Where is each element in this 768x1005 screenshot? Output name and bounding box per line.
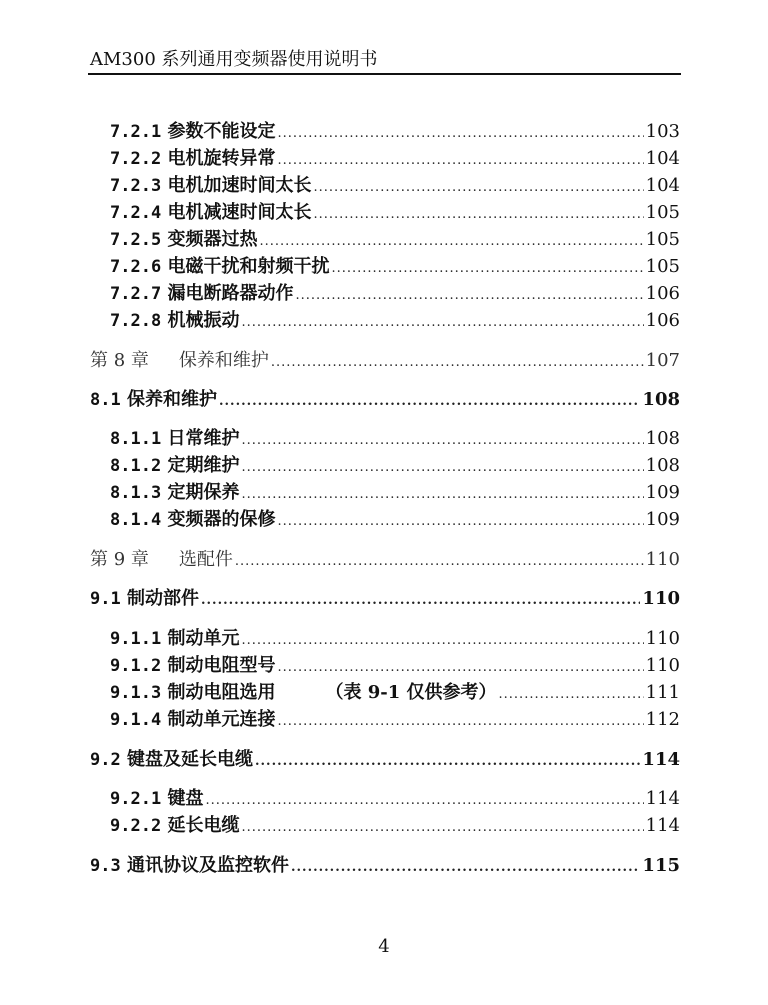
toc-section-number: 9.2 <box>90 750 121 770</box>
toc-entry-title: 参数不能设定 <box>167 121 276 142</box>
toc-entry-page: 114 <box>645 815 680 836</box>
toc-entry-title: 制动单元 <box>167 628 240 649</box>
toc-section[interactable] <box>90 852 680 879</box>
toc-entry-title: 定期维护 <box>167 455 240 476</box>
toc-section-number: 9.3 <box>90 856 121 876</box>
toc-section-page: 108 <box>642 389 680 410</box>
toc-entry-page: 110 <box>645 628 680 649</box>
toc-entry-number: 9.1.1 <box>110 629 162 649</box>
toc-entry-title: 电机旋转异常 <box>167 148 276 169</box>
toc-section-title: 键盘及延长电缆 <box>127 749 253 770</box>
toc-chapter[interactable] <box>90 347 680 374</box>
leader-dots <box>277 120 643 147</box>
leader-dots <box>277 508 643 535</box>
page-number: 4 <box>378 936 390 957</box>
toc-entry-title: 电机加速时间太长 <box>167 175 312 196</box>
toc-entry-page: 109 <box>645 482 680 503</box>
toc-entry-page: 105 <box>645 202 680 223</box>
toc-entry-title: 制动电阻选用 <box>167 682 276 703</box>
toc-entry-note: （表 9-1 仅供参考） <box>325 682 497 703</box>
toc-entry-number: 7.2.3 <box>110 176 162 196</box>
toc-entry-number: 9.1.3 <box>110 683 162 703</box>
toc-entry-number: 8.1.1 <box>110 429 162 449</box>
toc-entry-page: 104 <box>645 148 680 169</box>
toc-entry-page: 108 <box>645 428 680 449</box>
leader-dots <box>205 787 643 814</box>
toc-entry[interactable] <box>110 652 680 679</box>
leader-dots <box>277 708 643 735</box>
toc-section-page: 110 <box>642 588 680 609</box>
toc-entry-number: 7.2.5 <box>110 230 162 250</box>
toc-chapter-number: 第 8 章 <box>90 350 149 371</box>
toc-chapter[interactable] <box>90 546 680 573</box>
leader-dots <box>241 309 643 336</box>
leader-dots <box>201 587 640 614</box>
leader-dots <box>235 548 644 575</box>
toc-entry-page: 103 <box>645 121 680 142</box>
toc-section-page: 115 <box>642 855 680 876</box>
toc-chapter-title: 保养和维护 <box>178 350 269 371</box>
leader-dots <box>241 814 643 841</box>
toc-entry[interactable] <box>110 253 680 280</box>
toc-entry-number: 8.1.4 <box>110 510 162 530</box>
toc-section-title: 制动部件 <box>127 588 199 609</box>
toc-entry-page: 109 <box>645 509 680 530</box>
toc-section[interactable] <box>90 386 680 413</box>
leader-dots <box>313 174 643 201</box>
toc-entry-title: 电机减速时间太长 <box>167 202 312 223</box>
toc-entry-page: 112 <box>645 709 680 730</box>
toc-entry[interactable] <box>110 280 680 307</box>
leader-dots <box>331 255 643 282</box>
toc-chapter-title: 选配件 <box>178 549 233 570</box>
toc-entry[interactable] <box>110 226 680 253</box>
toc-entry-title: 电磁干扰和射频干扰 <box>167 256 330 277</box>
toc-entry-title: 漏电断路器动作 <box>167 283 294 304</box>
toc-entry-page: 105 <box>645 229 680 250</box>
toc-section[interactable] <box>90 585 680 612</box>
toc-entry-page: 111 <box>645 682 680 703</box>
toc-chapter-number: 第 9 章 <box>90 549 149 570</box>
toc-entry-page: 105 <box>645 256 680 277</box>
toc-entry[interactable] <box>110 812 680 839</box>
toc-entry-number: 9.2.1 <box>110 789 162 809</box>
leader-dots <box>241 427 643 454</box>
leader-dots <box>219 388 640 415</box>
leader-dots <box>277 654 643 681</box>
toc-entry[interactable] <box>110 199 680 226</box>
toc-entry-title: 变频器的保修 <box>167 509 276 530</box>
leader-dots <box>277 147 643 174</box>
leader-dots <box>291 854 640 881</box>
toc-section-page: 114 <box>642 749 680 770</box>
toc-entry-title: 键盘 <box>167 788 204 809</box>
toc-entry-page: 110 <box>645 655 680 676</box>
leader-dots <box>255 748 640 775</box>
toc-section-number: 9.1 <box>90 589 121 609</box>
toc-entry-number: 8.1.3 <box>110 483 162 503</box>
toc-entry[interactable] <box>110 506 680 533</box>
toc-entry-page: 114 <box>645 788 680 809</box>
toc-entry-number: 7.2.4 <box>110 203 162 223</box>
toc-entry-title: 日常维护 <box>167 428 240 449</box>
toc-entry[interactable] <box>110 452 680 479</box>
toc-entry-title: 延长电缆 <box>167 815 240 836</box>
toc-entry-page: 104 <box>645 175 680 196</box>
toc-entry-number: 8.1.2 <box>110 456 162 476</box>
toc-entry[interactable] <box>110 307 680 334</box>
toc-entry[interactable] <box>110 785 680 812</box>
leader-dots <box>295 282 643 309</box>
toc-entry[interactable] <box>110 118 680 145</box>
leader-dots <box>241 481 643 508</box>
toc-chapter-page: 107 <box>645 350 680 371</box>
leader-dots <box>241 454 643 481</box>
toc-entry[interactable] <box>110 679 680 706</box>
toc-section[interactable] <box>90 746 680 773</box>
leader-dots <box>271 349 644 376</box>
toc-entry-number: 7.2.8 <box>110 311 162 331</box>
toc-entry-number: 7.2.6 <box>110 257 162 277</box>
toc-entry-title: 定期保养 <box>167 482 240 503</box>
toc-entry-title: 机械振动 <box>167 310 240 331</box>
toc-entry[interactable] <box>110 145 680 172</box>
toc-entry[interactable] <box>110 425 680 452</box>
toc-entry-number: 9.1.4 <box>110 710 162 730</box>
toc-entry-title: 制动电阻型号 <box>167 655 276 676</box>
toc-entry-number: 9.1.2 <box>110 656 162 676</box>
toc-entry-page: 106 <box>645 283 680 304</box>
toc-entry-title: 制动单元连接 <box>167 709 276 730</box>
toc-entry[interactable] <box>110 625 680 652</box>
toc-entry-title: 变频器过热 <box>167 229 258 250</box>
toc-entry-number: 7.2.2 <box>110 149 162 169</box>
leader-dots <box>259 228 643 255</box>
toc-entry[interactable] <box>110 706 680 733</box>
toc-section-number: 8.1 <box>90 390 121 410</box>
page-header: AM300 系列通用变频器使用说明书 <box>90 49 378 70</box>
toc-entry-page: 108 <box>645 455 680 476</box>
toc-entry-number: 7.2.1 <box>110 122 162 142</box>
toc-section-title: 通讯协议及监控软件 <box>127 855 289 876</box>
header-rule <box>88 73 681 75</box>
leader-dots <box>313 201 643 228</box>
toc-chapter-page: 110 <box>645 549 680 570</box>
leader-dots <box>241 627 643 654</box>
toc-entry[interactable] <box>110 479 680 506</box>
toc-entry-number: 9.2.2 <box>110 816 162 836</box>
toc-section-title: 保养和维护 <box>127 389 217 410</box>
toc-entry[interactable] <box>110 172 680 199</box>
toc-entry-page: 106 <box>645 310 680 331</box>
leader-dots <box>499 681 644 708</box>
toc-entry-number: 7.2.7 <box>110 284 162 304</box>
